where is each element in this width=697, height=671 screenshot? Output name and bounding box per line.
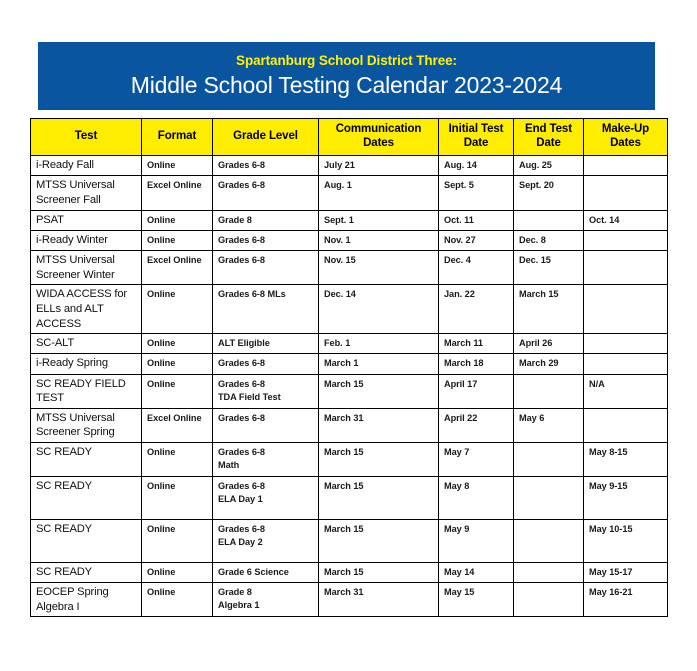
cell-text: i-Ready Spring <box>36 357 108 370</box>
make-up-dates-cell <box>584 285 668 334</box>
cell-text: May 8-15 <box>589 447 628 458</box>
cell-text: i-Ready Winter <box>36 233 108 246</box>
end-test-date-cell <box>514 408 584 442</box>
cell-text: Grades 6-8 <box>218 378 265 389</box>
make-up-dates-cell <box>584 176 668 210</box>
cell-text: MTSS Universal Screener Fall <box>36 179 115 207</box>
format-cell <box>142 476 213 519</box>
column-header-test: Test <box>31 119 142 156</box>
initial-test-date-cell <box>439 562 514 582</box>
cell-text: May 10-15 <box>589 523 633 534</box>
cell-text: March 15 <box>324 378 364 389</box>
cell-text: Excel Online <box>147 255 202 266</box>
cell-text: ALT Eligible <box>218 338 270 349</box>
grade-level-cell <box>213 176 319 210</box>
make-up-dates-cell <box>584 210 668 230</box>
grade-level-cell <box>213 583 319 617</box>
cell-text: Nov. 15 <box>324 255 356 266</box>
column-header-make-up-dates: Make-Up Dates <box>584 119 668 156</box>
format-cell <box>142 408 213 442</box>
cell-text: N/A <box>589 378 605 389</box>
format-cell <box>142 210 213 230</box>
table-row <box>31 176 668 210</box>
table-row <box>31 210 668 230</box>
initial-test-date-cell <box>439 476 514 519</box>
end-test-date-cell <box>514 476 584 519</box>
cell-text: Grades 6-8 <box>218 160 265 171</box>
grade-level-cell <box>213 476 319 519</box>
communication-dates-cell <box>319 230 439 250</box>
table-row <box>31 285 668 334</box>
cell-text: Aug. 25 <box>519 160 552 171</box>
cell-text: March 15 <box>324 480 364 491</box>
format-cell <box>142 443 213 477</box>
cell-text: April 26 <box>519 338 553 349</box>
initial-test-date-cell <box>439 251 514 285</box>
cell-text: May 9-15 <box>589 480 628 491</box>
grade-level-cell <box>213 408 319 442</box>
make-up-dates-cell <box>584 374 668 408</box>
test-name-cell <box>31 354 142 374</box>
cell-text-secondary: Algebra 1 <box>218 600 260 611</box>
initial-test-date-cell <box>439 156 514 176</box>
grade-level-cell <box>213 443 319 477</box>
communication-dates-cell <box>319 354 439 374</box>
testing-calendar-table <box>30 118 668 617</box>
cell-text: Jan. 22 <box>444 289 475 300</box>
initial-test-date-cell <box>439 443 514 477</box>
format-cell <box>142 583 213 617</box>
district-subtitle: Spartanburg School District Three: <box>236 53 457 69</box>
cell-text: Grades 6-8 <box>218 255 265 266</box>
column-header-initial-test-date: Initial Test Date <box>439 119 514 156</box>
cell-text: WIDA ACCESS for ELLs and ALT ACCESS <box>36 288 128 330</box>
cell-text: March 1 <box>324 358 359 369</box>
cell-text: March 11 <box>444 338 483 349</box>
cell-text: Online <box>147 587 176 598</box>
test-name-cell <box>31 285 142 334</box>
cell-text: May 8 <box>444 480 470 491</box>
cell-text: Online <box>147 234 176 245</box>
cell-text: Dec. 15 <box>519 255 551 266</box>
make-up-dates-cell <box>584 562 668 582</box>
cell-text: Nov. 1 <box>324 234 351 245</box>
cell-text: March 15 <box>519 289 559 300</box>
table-row <box>31 562 668 582</box>
table-header-row <box>31 119 668 156</box>
cell-text: Online <box>147 289 176 300</box>
end-test-date-cell <box>514 251 584 285</box>
table-body <box>31 156 668 617</box>
cell-text: Oct. 14 <box>589 214 620 225</box>
initial-test-date-cell <box>439 408 514 442</box>
cell-text: Dec. 14 <box>324 289 356 300</box>
cell-text: March 15 <box>324 447 364 458</box>
table-row <box>31 156 668 176</box>
make-up-dates-cell <box>584 354 668 374</box>
format-cell <box>142 562 213 582</box>
test-name-cell <box>31 583 142 617</box>
cell-text-secondary: ELA Day 1 <box>218 494 263 505</box>
communication-dates-cell <box>319 408 439 442</box>
test-name-cell <box>31 176 142 210</box>
table-row <box>31 476 668 519</box>
grade-level-cell <box>213 374 319 408</box>
communication-dates-cell <box>319 374 439 408</box>
make-up-dates-cell <box>584 251 668 285</box>
format-cell <box>142 519 213 562</box>
cell-text: Feb. 1 <box>324 338 351 349</box>
cell-text: Grades 6-8 <box>218 412 265 423</box>
cell-text: Grade 8 <box>218 214 252 225</box>
test-name-cell <box>31 230 142 250</box>
make-up-dates-cell <box>584 334 668 354</box>
format-cell <box>142 354 213 374</box>
column-header-grade-level: Grade Level <box>213 119 319 156</box>
cell-text: Oct. 11 <box>444 214 474 225</box>
cell-text: May 16-21 <box>589 587 633 598</box>
grade-level-cell <box>213 210 319 230</box>
cell-text: Grades 6-8 <box>218 523 265 534</box>
format-cell <box>142 374 213 408</box>
test-name-cell <box>31 443 142 477</box>
make-up-dates-cell <box>584 476 668 519</box>
end-test-date-cell <box>514 230 584 250</box>
format-cell <box>142 334 213 354</box>
cell-text: SC READY <box>36 446 92 459</box>
table-row <box>31 583 668 617</box>
cell-text: Online <box>147 338 176 349</box>
end-test-date-cell <box>514 374 584 408</box>
cell-text: MTSS Universal Screener Spring <box>36 411 115 439</box>
test-name-cell <box>31 210 142 230</box>
grade-level-cell <box>213 354 319 374</box>
make-up-dates-cell <box>584 519 668 562</box>
cell-text-secondary: TDA Field Test <box>218 392 281 403</box>
cell-text: May 6 <box>519 412 545 423</box>
communication-dates-cell <box>319 334 439 354</box>
cell-text: Sept. 20 <box>519 180 554 191</box>
end-test-date-cell <box>514 334 584 354</box>
grade-level-cell <box>213 285 319 334</box>
cell-text: SC-ALT <box>36 337 75 350</box>
cell-text: April 22 <box>444 412 478 423</box>
communication-dates-cell <box>319 285 439 334</box>
test-name-cell <box>31 562 142 582</box>
cell-text: Excel Online <box>147 180 202 191</box>
communication-dates-cell <box>319 176 439 210</box>
end-test-date-cell <box>514 443 584 477</box>
end-test-date-cell <box>514 210 584 230</box>
make-up-dates-cell <box>584 230 668 250</box>
format-cell <box>142 176 213 210</box>
cell-text: Grade 8 <box>218 587 252 598</box>
cell-text: Online <box>147 447 176 458</box>
cell-text: March 29 <box>519 358 559 369</box>
column-header-communication-dates: Communication Dates <box>319 119 439 156</box>
table-row <box>31 443 668 477</box>
test-name-cell <box>31 408 142 442</box>
cell-text: May 15-17 <box>589 566 633 577</box>
cell-text: Online <box>147 523 176 534</box>
column-header-format: Format <box>142 119 213 156</box>
cell-text: July 21 <box>324 160 355 171</box>
make-up-dates-cell <box>584 408 668 442</box>
cell-text: Sept. 5 <box>444 180 474 191</box>
make-up-dates-cell <box>584 583 668 617</box>
cell-text: April 17 <box>444 378 478 389</box>
communication-dates-cell <box>319 156 439 176</box>
cell-text: Dec. 4 <box>444 255 471 266</box>
table-row <box>31 251 668 285</box>
cell-text: Grades 6-8 <box>218 234 265 245</box>
cell-text: MTSS Universal Screener Winter <box>36 254 115 281</box>
communication-dates-cell <box>319 443 439 477</box>
grade-level-cell <box>213 562 319 582</box>
end-test-date-cell <box>514 583 584 617</box>
test-name-cell <box>31 334 142 354</box>
column-header-end-test-date: End Test Date <box>514 119 584 156</box>
table-row <box>31 334 668 354</box>
format-cell <box>142 251 213 285</box>
end-test-date-cell <box>514 354 584 374</box>
initial-test-date-cell <box>439 519 514 562</box>
end-test-date-cell <box>514 176 584 210</box>
cell-text: Nov. 27 <box>444 234 476 245</box>
grade-level-cell <box>213 156 319 176</box>
cell-text: March 15 <box>324 566 364 577</box>
test-name-cell <box>31 519 142 562</box>
communication-dates-cell <box>319 251 439 285</box>
cell-text: SC READY <box>36 522 92 535</box>
end-test-date-cell <box>514 519 584 562</box>
communication-dates-cell <box>319 210 439 230</box>
cell-text: Online <box>147 480 176 491</box>
end-test-date-cell <box>514 156 584 176</box>
cell-text: Grades 6-8 <box>218 480 265 491</box>
cell-text: Dec. 8 <box>519 234 546 245</box>
cell-text: Grades 6-8 <box>218 447 265 458</box>
cell-text: May 7 <box>444 447 470 458</box>
cell-text: Aug. 1 <box>324 180 352 191</box>
initial-test-date-cell <box>439 210 514 230</box>
table-row <box>31 408 668 442</box>
end-test-date-cell <box>514 285 584 334</box>
initial-test-date-cell <box>439 583 514 617</box>
cell-text: i-Ready Fall <box>36 159 94 172</box>
end-test-date-cell <box>514 562 584 582</box>
table-row <box>31 374 668 408</box>
test-name-cell <box>31 476 142 519</box>
initial-test-date-cell <box>439 334 514 354</box>
grade-level-cell <box>213 230 319 250</box>
cell-text: SC READY <box>36 565 92 578</box>
cell-text-secondary: Math <box>218 460 240 471</box>
cell-text: Online <box>147 358 176 369</box>
initial-test-date-cell <box>439 354 514 374</box>
test-name-cell <box>31 374 142 408</box>
cell-text: Online <box>147 378 176 389</box>
cell-text: EOCEP Spring Algebra I <box>36 586 109 613</box>
cell-text: Grades 6-8 <box>218 358 265 369</box>
cell-text: March 18 <box>444 358 484 369</box>
table-row <box>31 230 668 250</box>
cell-text: Grade 6 Science <box>218 566 289 577</box>
format-cell <box>142 285 213 334</box>
initial-test-date-cell <box>439 176 514 210</box>
initial-test-date-cell <box>439 285 514 334</box>
grade-level-cell <box>213 519 319 562</box>
communication-dates-cell <box>319 519 439 562</box>
grade-level-cell <box>213 251 319 285</box>
table-row <box>31 354 668 374</box>
cell-text: SC READY FIELD TEST <box>36 377 126 405</box>
grade-level-cell <box>213 334 319 354</box>
test-name-cell <box>31 156 142 176</box>
cell-text-secondary: ELA Day 2 <box>218 537 263 548</box>
communication-dates-cell <box>319 562 439 582</box>
cell-text: Grades 6-8 <box>218 180 265 191</box>
cell-text: May 14 <box>444 566 475 577</box>
communication-dates-cell <box>319 476 439 519</box>
page-title: Middle School Testing Calendar 2023-2024 <box>130 71 563 98</box>
cell-text: Online <box>147 214 176 225</box>
communication-dates-cell <box>319 583 439 617</box>
cell-text: May 15 <box>444 587 475 598</box>
format-cell <box>142 230 213 250</box>
table-row <box>31 519 668 562</box>
cell-text: March 15 <box>324 523 364 534</box>
initial-test-date-cell <box>439 374 514 408</box>
cell-text: Grades 6-8 MLs <box>218 289 286 300</box>
cell-text: Sept. 1 <box>324 214 354 225</box>
cell-text: Online <box>147 160 176 171</box>
cell-text: March 31 <box>324 412 364 423</box>
cell-text: Online <box>147 566 176 577</box>
cell-text: PSAT <box>36 213 64 226</box>
cell-text: SC READY <box>36 479 92 492</box>
title-banner <box>38 42 655 110</box>
test-name-cell <box>31 251 142 285</box>
cell-text: Aug. 14 <box>444 160 477 171</box>
format-cell <box>142 156 213 176</box>
cell-text: May 9 <box>444 523 470 534</box>
make-up-dates-cell <box>584 156 668 176</box>
cell-text: Excel Online <box>147 412 202 423</box>
initial-test-date-cell <box>439 230 514 250</box>
make-up-dates-cell <box>584 443 668 477</box>
cell-text: March 31 <box>324 587 364 598</box>
